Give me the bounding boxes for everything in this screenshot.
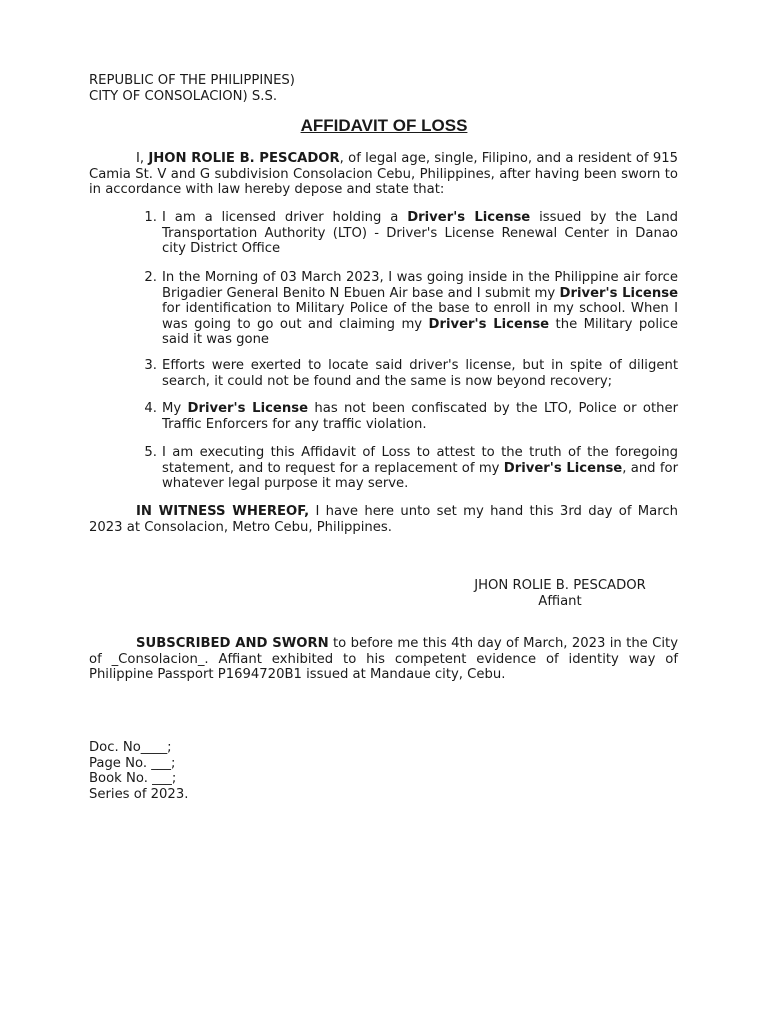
list-item xyxy=(137,270,678,348)
list-item-number: 5. xyxy=(144,445,157,460)
list-item-text: In the Morning of 03 March 2023, I was going inside in the Philippine air force Brigadier General Benito N Ebuen Air base and I submit my Driver's License for identification to Military Police of the base to enroll in my school. When I was going to go out and claiming my Driver's License the Military police said it was gone xyxy=(162,270,679,347)
intro-paragraph: I, JHON ROLIE B. PESCADOR, of legal age, single, Filipino, and a resident of 915 Camia St. V and G subdivision Consolacion Cebu, Philippines, after having been sworn to in accordance with law hereby depose and state that: xyxy=(89,151,678,197)
list-item xyxy=(137,401,678,432)
page-number: Page No. ___; xyxy=(89,755,176,771)
list-item-number: 3. xyxy=(144,358,157,373)
header-republic: REPUBLIC OF THE PHILIPPINES) xyxy=(89,73,295,88)
list-item-number: 1. xyxy=(144,210,157,225)
witness-paragraph: IN WITNESS WHEREOF, I have here unto set my hand this 3rd day of March 2023 at Consolacion, Metro Cebu, Philippines. xyxy=(89,504,678,535)
notary-details xyxy=(89,740,188,802)
jurat-paragraph: SUBSCRIBED AND SWORN to before me this 4th day of March, 2023 in the City of _Consolacion_. Affiant exhibited to his competent evidence of identity way of Philippine Passport P1694720B1 issued at Mandaue city, Cebu. xyxy=(89,636,678,682)
list-item-number: 2. xyxy=(144,270,157,285)
list-item-number: 4. xyxy=(144,401,157,416)
list-item-text: Efforts were exerted to locate said driver's license, but in spite of diligent search, it could not be found and the same is now beyond recovery; xyxy=(162,358,678,389)
list-item-text: I am executing this Affidavit of Loss to attest to the truth of the foregoing statement, and to request for a replacement of my Driver's License, and for whatever legal purpose it may serve. xyxy=(162,445,678,491)
list-item-text: My Driver's License has not been confiscated by the LTO, Police or other Traffic Enforcers for any traffic violation. xyxy=(162,401,679,432)
list-item xyxy=(137,210,678,257)
book-number: Book No. ___; xyxy=(89,771,177,786)
doc-number: Doc. No____; xyxy=(89,740,172,755)
signature-role: Affiant xyxy=(538,593,582,609)
list-item xyxy=(137,358,678,389)
document-header xyxy=(89,73,295,104)
series-year: Series of 2023. xyxy=(89,786,189,802)
list-item-text: I am a licensed driver holding a Driver's License issued by the Land Transportation Authority (LTO) - Driver's License Renewal Center in Danao city District Office xyxy=(162,210,678,256)
signature-name: JHON ROLIE B. PESCADOR xyxy=(474,578,646,593)
signature-block xyxy=(420,578,700,609)
list-item xyxy=(137,445,678,492)
header-city: CITY OF CONSOLACION) S.S. xyxy=(89,88,278,104)
affiant-name: JHON ROLIE B. PESCADOR xyxy=(148,151,340,166)
document-title: AFFIDAVIT OF LOSS xyxy=(300,116,468,135)
